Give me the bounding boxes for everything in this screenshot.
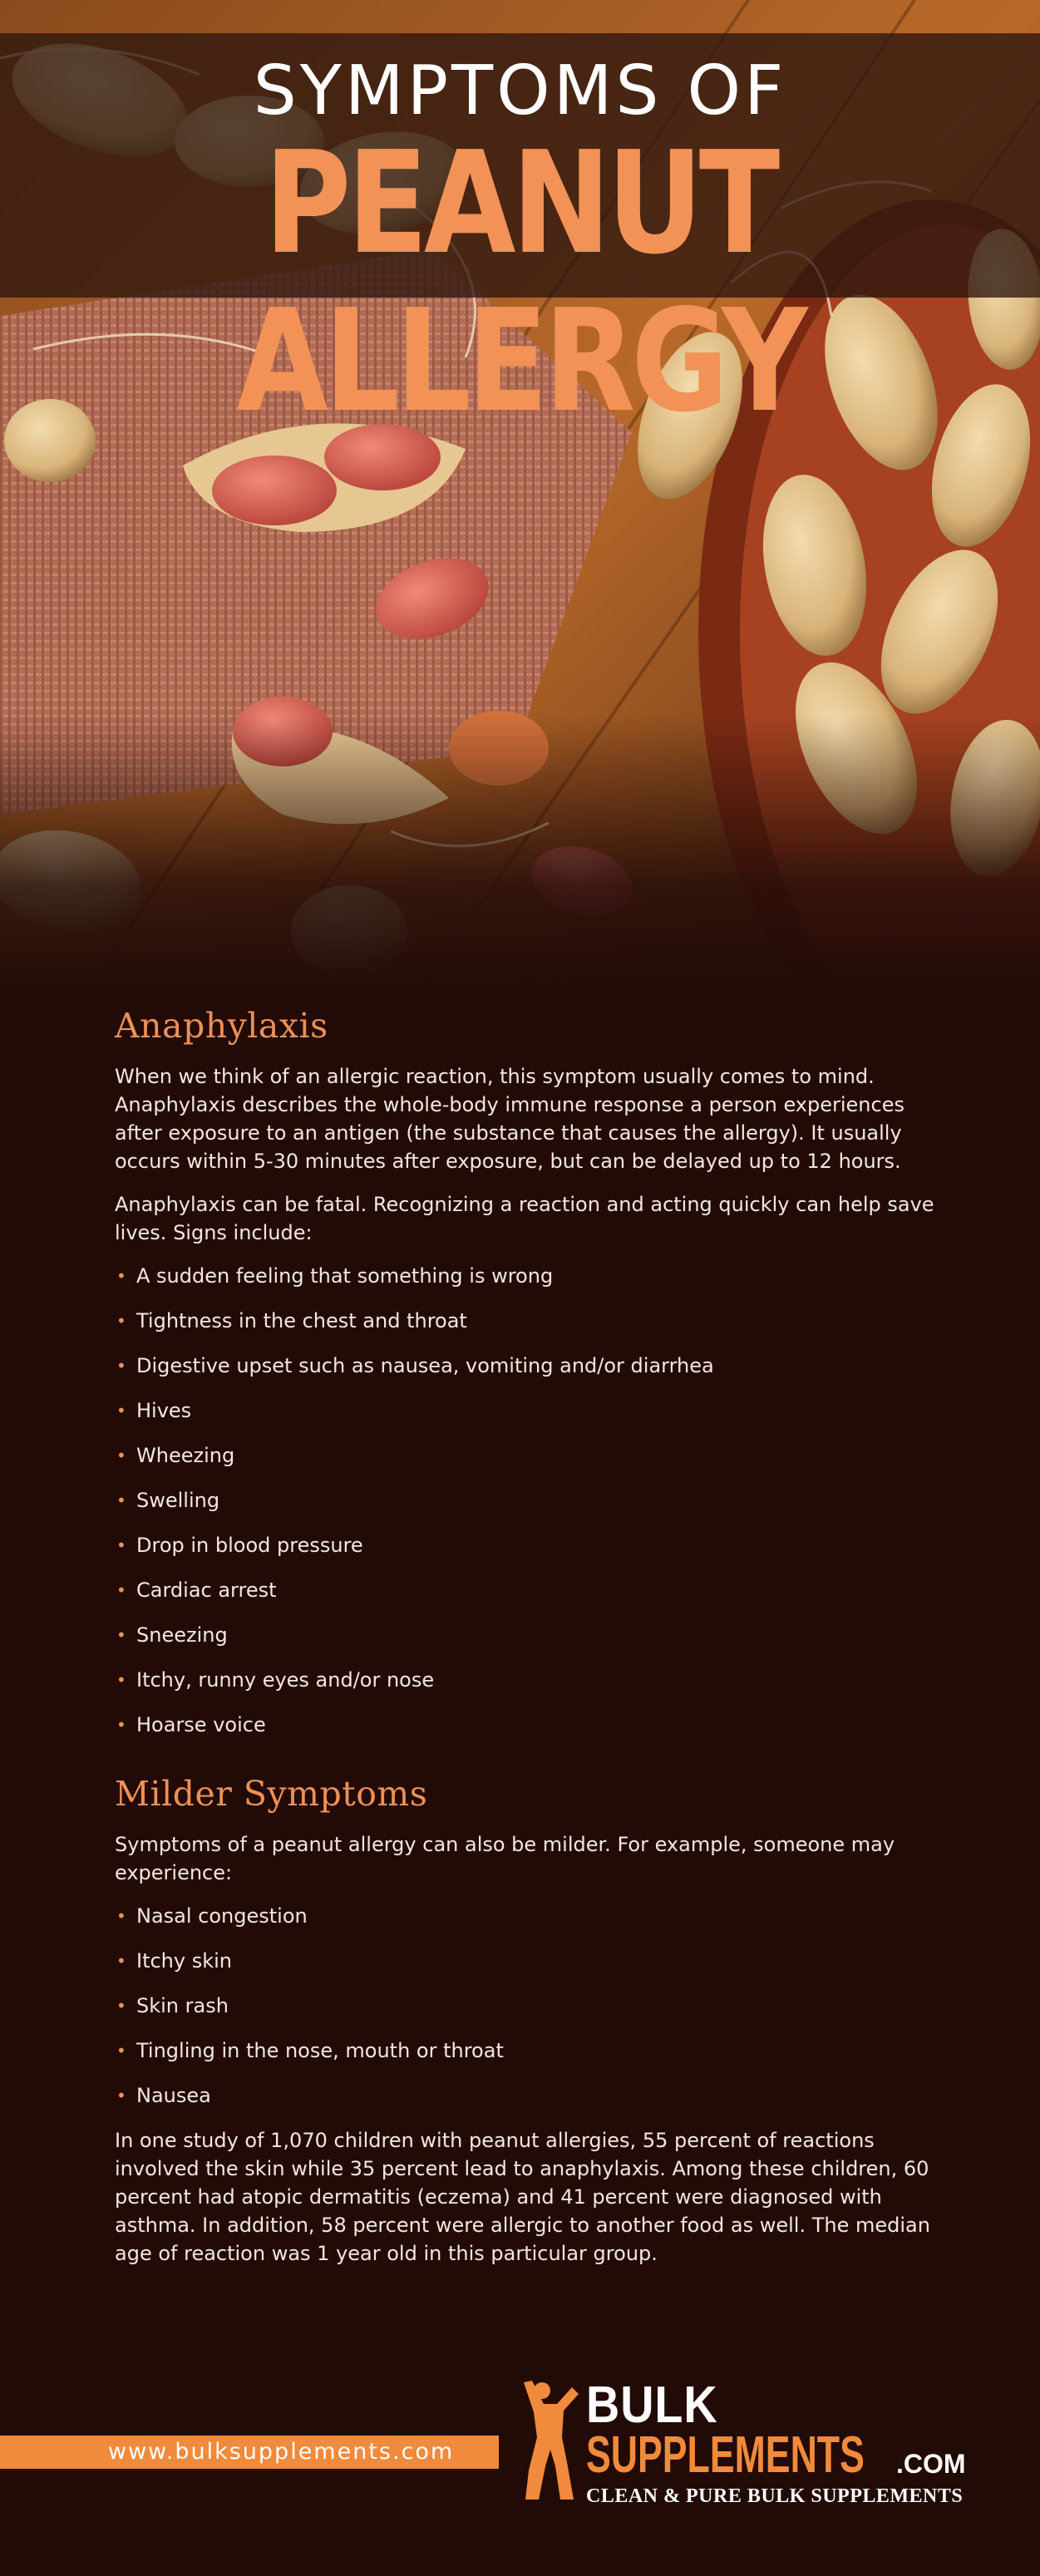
list-item-text: A sudden feeling that something is wrong <box>136 1264 554 1288</box>
list-item-text: Itchy, runny eyes and/or nose <box>136 1668 435 1692</box>
list-item-text: Nasal congestion <box>136 1904 308 1928</box>
bullet-dot-icon: • <box>116 2041 126 2061</box>
title-line1: SYMPTOMS OF <box>253 52 787 131</box>
section-milder-symptoms <box>115 1774 946 2268</box>
list-item <box>115 1531 946 1576</box>
bullet-dot-icon: • <box>116 1535 126 1555</box>
list-item-text: Tingling in the nose, mouth or throat <box>136 2039 504 2062</box>
logo-tagline: CLEAN & PURE BULK SUPPLEMENTS <box>586 2485 964 2507</box>
list-item <box>115 1352 946 1396</box>
paragraph: Anaphylaxis can be fatal. Recognizing a reaction and acting quickly can help save lives. Signs include: <box>115 1193 934 1244</box>
title-line2: PEANUT ALLERGY <box>236 121 804 444</box>
list-item-text: Digestive upset such as nausea, vomiting and/or diarrhea <box>136 1354 714 1377</box>
bullet-dot-icon: • <box>116 1580 126 1600</box>
section-heading: Milder Symptoms <box>115 1774 428 1814</box>
bullet-dot-icon: • <box>116 1356 126 1376</box>
bullet-dot-icon: • <box>116 1446 126 1465</box>
bullet-dot-icon: • <box>116 1625 126 1645</box>
bullet-dot-icon: • <box>116 1951 126 1971</box>
list-item <box>115 1621 946 1666</box>
list-item <box>115 1576 946 1621</box>
bullet-dot-icon: • <box>116 1401 126 1421</box>
list-item-text: Sneezing <box>136 1623 228 1647</box>
bullet-dot-icon: • <box>116 1906 126 1926</box>
list-item-text: Cardiac arrest <box>136 1579 277 1602</box>
list-item-text: Hoarse voice <box>136 1713 266 1736</box>
bullet-dot-icon: • <box>116 1996 126 2016</box>
athlete-figure-icon <box>517 2379 584 2504</box>
symptom-list <box>115 1262 946 1756</box>
list-item <box>115 1666 946 1711</box>
symptom-list <box>115 1902 946 2126</box>
article-content <box>115 1006 946 2283</box>
list-item-text: Tightness in the chest and throat <box>136 1309 467 1332</box>
website-link[interactable]: www.bulksupplements.com <box>108 2439 455 2465</box>
list-item-text: Hives <box>136 1399 192 1422</box>
list-item-text: Swelling <box>136 1489 220 1512</box>
list-item-text: Drop in blood pressure <box>136 1534 363 1557</box>
list-item <box>115 2037 946 2081</box>
section-heading: Anaphylaxis <box>115 1006 328 1046</box>
list-item-text: Itchy skin <box>136 1949 233 1973</box>
list-item-text: Wheezing <box>136 1444 235 1467</box>
logo-word-supplements: SUPPLEMENTS <box>586 2426 865 2484</box>
list-item <box>115 1947 946 1992</box>
list-item <box>115 1486 946 1531</box>
list-item <box>115 1992 946 2037</box>
list-item-text: Nausea <box>136 2084 211 2107</box>
hero-fade-overlay <box>0 715 1040 997</box>
bullet-dot-icon: • <box>116 2086 126 2106</box>
paragraph: When we think of an allergic reaction, this symptom usually comes to mind. Anaphylaxis describes the whole-body immune response a person experiences after exposure to an antigen (the substance that causes the allergy). It usually occurs within 5-30 minutes after exposure, but can be delayed up to 12 hours. <box>115 1065 904 1173</box>
bullet-dot-icon: • <box>116 1490 126 1510</box>
list-item <box>115 1711 946 1756</box>
hero-image <box>0 0 1040 997</box>
bullet-dot-icon: • <box>116 1670 126 1690</box>
logo-suffix: .COM <box>896 2449 966 2479</box>
list-item-text: Skin rash <box>136 1994 229 2017</box>
section-anaphylaxis <box>115 1006 946 1756</box>
logo-word-bulk: BULK <box>586 2377 718 2434</box>
paragraph: Symptoms of a peanut allergy can also be milder. For example, someone may experience: <box>115 1833 895 1884</box>
bullet-dot-icon: • <box>116 1266 126 1286</box>
bullet-dot-icon: • <box>116 1311 126 1331</box>
list-item <box>115 1441 946 1486</box>
list-item <box>115 1902 946 1947</box>
list-item <box>115 1307 946 1352</box>
paragraph: In one study of 1,070 children with peanut allergies, 55 percent of reactions involved the skin while 35 percent lead to anaphylaxis. Among these children, 60 percent had atopic dermatitis (eczema) and 41 percent were diagnosed with asthma. In addition, 58 percent were allergic to another food as well. The median age of reaction was 1 year old in this particular group. <box>115 2129 930 2265</box>
list-item <box>115 2081 946 2126</box>
list-item <box>115 1396 946 1441</box>
bullet-dot-icon: • <box>116 1715 126 1735</box>
list-item <box>115 1262 946 1307</box>
